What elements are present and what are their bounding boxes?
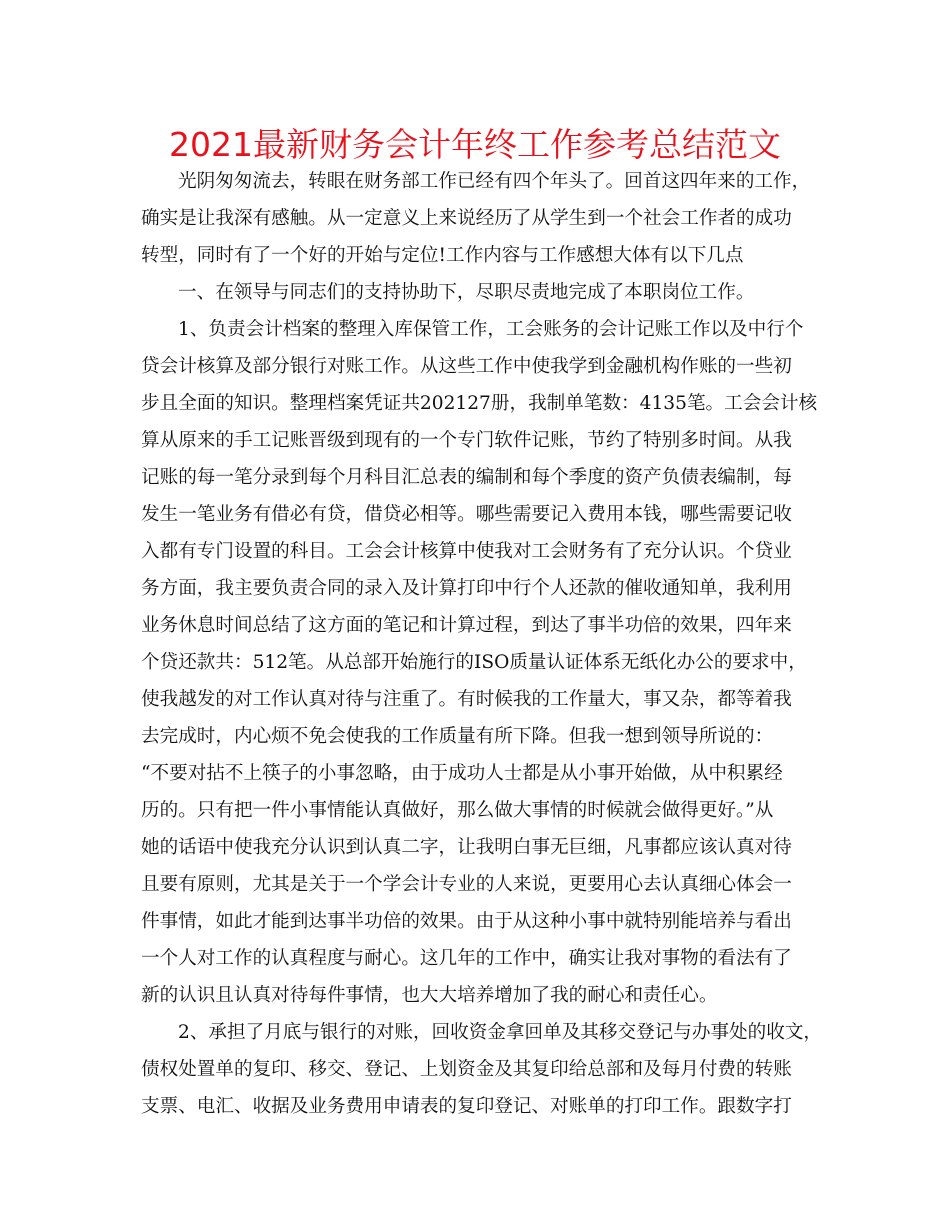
body-line-6: 贷会计核算及部分银行对账工作。从这些工作中使我学到金融机构作账的一些初	[141, 356, 792, 377]
body-line-2: 确实是让我深有感触。从一定意义上来说经历了从学生到一个社会工作者的成功	[141, 208, 792, 229]
body-line-8: 算从原来的手工记账晋级到现有的一个专门软件记账，节约了特别多时间。从我	[141, 430, 792, 451]
body-line-22: 一个人对工作的认真程度与耐心。这几年的工作中，确实让我对事物的看法有了	[141, 948, 792, 969]
body-line-20: 且要有原则，尤其是关于一个学会计专业的人来说，更要用心去认真细心体会一	[141, 874, 792, 895]
body-line-16: 去完成时，内心烦不免会使我的工作质量有所下降。但我一想到领导所说的：	[141, 726, 774, 747]
body-line-21: 件事情，如此才能到达事半功倍的效果。由于从这种小事中就特别能培养与看出	[141, 911, 792, 932]
body-line-26: 支票、电汇、收据及业务费用申请表的复印登记、对账单的打印工作。跟数字打	[141, 1096, 792, 1117]
body-line-1: 光阴匆匆流去，转眼在财务部工作已经有四个年头了。回首这四年来的工作，	[178, 171, 811, 192]
body-line-3: 转型，同时有了一个好的开始与定位!工作内容与工作感想大体有以下几点	[141, 245, 744, 266]
body-line-7: 步且全面的知识。整理档案凭证共202127册，我制单笔数：4135笔。工会会计核	[141, 393, 818, 414]
body-line-5: 1、负责会计档案的整理入库保管工作，工会账务的会计记账工作以及中行个	[178, 319, 804, 340]
section-heading-1: 一、在领导与同志们的支持协助下，尽职尽责地完成了本职岗位工作。	[178, 282, 755, 303]
body-line-10: 发生一笔业务有借必有贷，借贷必相等。哪些需要记入费用本钱，哪些需要记收	[141, 504, 792, 525]
document-title: 2021最新财务会计年终工作参考总结范文	[169, 125, 781, 164]
body-line-24: 2、承担了月底与银行的对账，回收资金拿回单及其移交登记与办事处的收文，	[178, 1022, 823, 1043]
body-line-12: 务方面，我主要负责合同的录入及计算打印中行个人还款的催收通知单，我利用	[141, 578, 792, 599]
body-line-9: 记账的每一笔分录到每个月科目汇总表的编制和每个季度的资产负债表编制，每	[141, 467, 792, 488]
body-line-14: 个贷还款共：512笔。从总部开始施行的ISO质量认证体系无纸化办公的要求中，	[141, 652, 807, 673]
body-line-23: 新的认识且认真对待每件事情，也大大培养增加了我的耐心和责任心。	[141, 985, 718, 1006]
body-line-19: 她的话语中使我充分认识到认真二字，让我明白事无巨细，凡事都应该认真对待	[141, 837, 792, 858]
body-line-25: 债权处置单的复印、移交、登记、上划资金及其复印给总部和及每月付费的转账	[141, 1059, 792, 1080]
body-line-17: “不要对拈不上筷子的小事忽略，由于成功人士都是从小事开始做，从中积累经	[141, 763, 783, 784]
body-line-18: 历的。只有把一件小事情能认真做好，那么做大事情的时候就会做得更好。”从	[141, 800, 774, 821]
body-line-11: 入都有专门设置的科目。工会会计核算中使我对工会财务有了充分认识。个贷业	[141, 541, 792, 562]
body-line-15: 使我越发的对工作认真对待与注重了。有时候我的工作量大，事又杂，都等着我	[141, 689, 792, 710]
body-line-13: 业务休息时间总结了这方面的笔记和计算过程，到达了事半功倍的效果，四年来	[141, 615, 792, 636]
